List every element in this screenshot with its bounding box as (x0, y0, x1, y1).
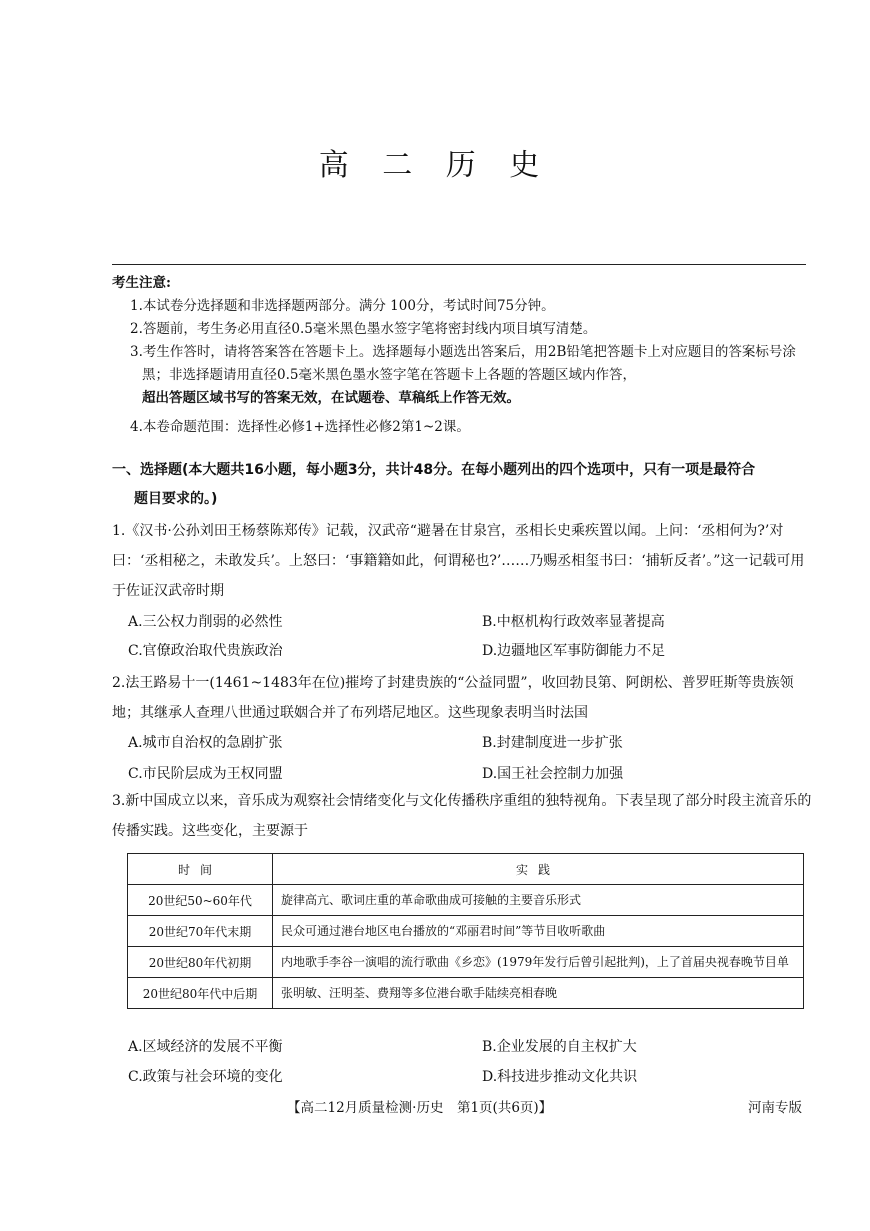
table-cell-time: 20世纪80年代中后期 (128, 978, 273, 1009)
option-a: A.城市自治权的急剧扩张 (128, 735, 283, 751)
exam-notice (112, 272, 812, 439)
table-row (128, 916, 804, 947)
option-d: D.国王社会控制力加强 (482, 766, 624, 782)
option-b: B.中枢机构行政效率显著提高 (482, 614, 665, 630)
table-cell-practice: 民众可通过港台地区电台播放的“邓丽君时间”等节目收听歌曲 (273, 916, 804, 947)
option-b: B.企业发展的自主权扩大 (482, 1039, 637, 1055)
section-heading-line: 题目要求的。) (134, 491, 218, 507)
table-header-row (128, 854, 804, 885)
table-cell-practice: 旋律高亢、歌词庄重的革命歌曲成可接触的主要音乐形式 (273, 885, 804, 916)
table-cell-time: 20世纪70年代末期 (128, 916, 273, 947)
table-cell-practice: 内地歌手李谷一演唱的流行歌曲《乡恋》(1979年发行后曾引起批判)，上了首届央视春晚节目单 (273, 947, 804, 978)
section-heading (112, 456, 812, 514)
table-cell-practice: 张明敏、汪明荃、费翔等多位港台歌手陆续亮相春晚 (273, 978, 804, 1009)
question-3-stem: 3.新中国成立以来，音乐成为观察社会情绪变化与文化传播秩序重组的独特视角。下表呈现了部分时段主流音乐的传播实践。这些变化，主要源于 (112, 793, 812, 839)
option-b: B.封建制度进一步扩张 (482, 735, 623, 751)
option-c: C.政策与社会环境的变化 (128, 1069, 283, 1085)
notice-item: 4.本卷命题范围：选择性必修1+选择性必修2第1~2课。 (130, 419, 470, 435)
notice-item-text: 3.考生作答时，请将答案答在答题卡上。选择题每小题选出答案后，用2B铅笔把答题卡上对应题目的答案标号涂黑；非选择题请用直径0.5毫米黑色墨水签字笔在答题卡上各题的答题区域内作答， (130, 344, 796, 383)
header-divider (112, 264, 806, 265)
table-row (128, 947, 804, 978)
notice-heading: 考生注意: (112, 275, 171, 291)
table-cell-time: 20世纪50~60年代 (128, 885, 273, 916)
question-1-stem: 1.《汉书·公孙刘田王杨蔡陈郑传》记载，汉武帝“避暑在甘泉宫，丞相长史乘疾置以闻。上问：‘丞相何为?’对曰：‘丞相秘之，未敢发兵’。上怒曰：‘事籍籍如此，何谓秘也?’……乃赐丞相玺书曰：‘捕斩反者’。”这一记载可用于佐证汉武帝时期 (112, 523, 805, 599)
notice-item: 2.答题前，考生务必用直径0.5毫米黑色墨水签字笔将密封线内项目填写清楚。 (130, 321, 597, 337)
notice-item: 1.本试卷分选择题和非选择题两部分。满分 100分，考试时间75分钟。 (130, 298, 555, 314)
option-d: D.科技进步推动文化共识 (482, 1069, 638, 1085)
option-a: A.三公权力削弱的必然性 (128, 614, 283, 630)
section-heading-line: 一、选择题(本大题共16小题，每小题3分，共计48分。在每小题列出的四个选项中，只有一项是最符合 (112, 462, 756, 478)
notice-item-bold-text: 超出答题区域书写的答案无效，在试题卷、草稿纸上作答无效。 (142, 390, 520, 406)
question-2-stem: 2.法王路易十一(1461~1483年在位)摧垮了封建贵族的“公益同盟”，收回勃艮第、阿朗松、普罗旺斯等贵族领地；其继承人查理八世通过联姻合并了布列塔尼地区。这些现象表明当时法国 (112, 675, 794, 721)
footer-edition: 河南专版 (748, 1100, 802, 1116)
table-header-practice: 实践 (273, 854, 804, 885)
notice-item (112, 341, 812, 410)
option-a: A.区域经济的发展不平衡 (128, 1039, 283, 1055)
table-row (128, 978, 804, 1009)
table-cell-time: 20世纪80年代初期 (128, 947, 273, 978)
option-c: C.市民阶层成为王权同盟 (128, 766, 283, 782)
option-c: C.官僚政治取代贵族政治 (128, 643, 283, 659)
page-title: 高 二 历 史 (318, 148, 552, 183)
option-d: D.边疆地区军事防御能力不足 (482, 643, 666, 659)
table-header-time: 时间 (128, 854, 273, 885)
table-row (128, 885, 804, 916)
footer-page-info: 【高二12月质量检测·历史 第1页(共6页)】 (287, 1100, 553, 1116)
music-practice-table (127, 853, 804, 1009)
